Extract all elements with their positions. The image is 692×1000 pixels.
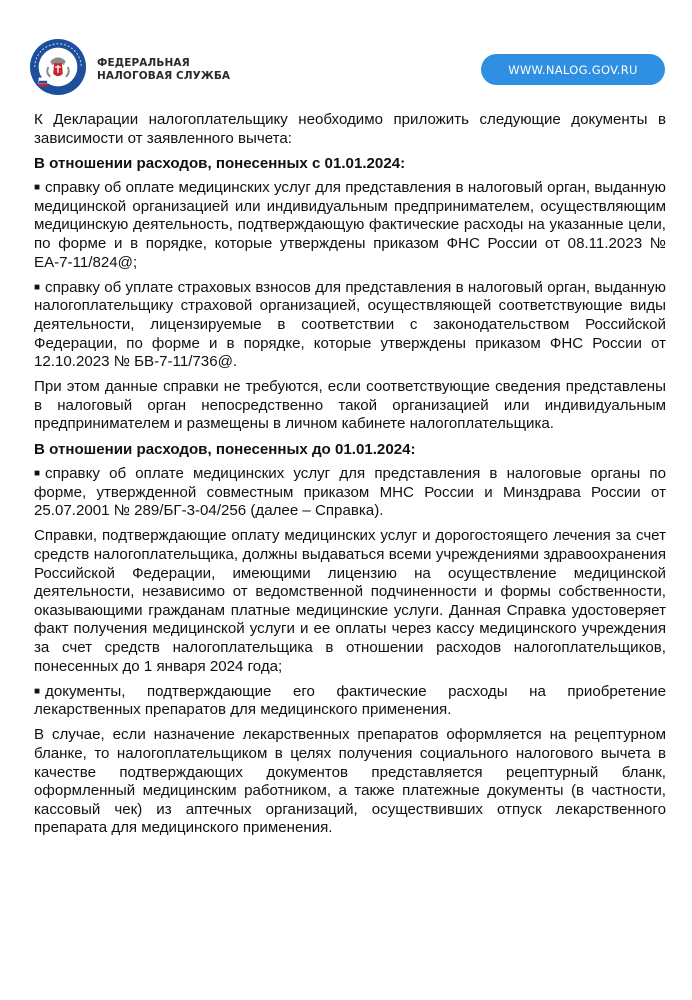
brand-line-2: НАЛОГОВАЯ СЛУЖБА: [97, 70, 231, 82]
intro-paragraph: К Декларации налогоплательщику необходимо приложить следующие документы в зависимости от заявленного вычета:: [34, 111, 666, 147]
brand-line-1: ФЕДЕРАЛЬНАЯ: [97, 57, 190, 69]
body-paragraph: Справки, подтверждающие оплату медицинских услуг и дорогостоящего лечения за счет средств налогоплательщика, должны выдаваться всеми учреждениями здравоохранения Российской Федерации, имеющими лицензию на осуществление медицинской деятельности, независимо от ведомственной подчиненности и формы собственности, оказывающими гражданам платные медицинские услуги. Данная Справка удостоверяет факт получения медицинской услуги и ее оплаты через кассу медицинского учреждения за счет средств налогоплательщика в отношении расходов налогоплательщиков, понесенных до 1 января 2024 года;: [34, 527, 666, 675]
list-item-text: справку об оплате медицинских услуг для представления в налоговый орган, выданную медицинской организацией или индивидуальным предпринимателем, осуществляющим медицинскую деятельность, подтверждающую фактические расходы на указанные цели, по форме и в порядке, которые утверждены приказом ФНС России от 08.11.2023 № ЕА-7-11/824@;: [34, 179, 666, 271]
fns-emblem-logo: [29, 38, 87, 96]
list-item: [34, 683, 666, 720]
brand-name: [97, 57, 230, 83]
list-item: [34, 465, 666, 521]
list-item: [34, 279, 666, 372]
list-item-text: документы, подтверждающие его фактические расходы на приобретение лекарственных препаратов для медицинского применения.: [34, 682, 666, 719]
page-header: [0, 0, 692, 105]
body-paragraph: В случае, если назначение лекарственных препаратов оформляется на рецептурном бланке, то налогоплательщиком в целях получения социального налогового вычета в качестве подтверждающих документов представляется рецептурный бланк, оформленный медицинским работником, а также платежные документы (в частности, кассовый чек) из аптечных организаций, осуществивших отпуск лекарственного препарата для медицинского применения.: [34, 726, 666, 837]
bullet-icon: ■: [34, 685, 41, 697]
list-item: [34, 179, 666, 272]
list-item-text: справку об уплате страховых взносов для представления в налоговый орган, выданную налогоплательщику страховой организацией, осуществляющей соответствующие виды деятельности, лицензируемые в соответствии с законодательством Российской Федерации, по форме и в порядке, которые утверждены приказом ФНС России от 12.10.2023 № БВ-7-11/736@.: [34, 278, 666, 371]
bullet-icon: ■: [34, 281, 41, 293]
bullet-icon: ■: [34, 468, 41, 480]
document-body: [34, 111, 666, 844]
section-heading-before-2024: В отношении расходов, понесенных до 01.01.2024:: [34, 440, 416, 458]
note-paragraph: При этом данные справки не требуются, если соответствующие сведения представлены в налоговый орган непосредственно такой организацией или индивидуальным предпринимателем и размещены в личном кабинете налогоплательщика.: [34, 378, 666, 433]
section-heading-after-2024: В отношении расходов, понесенных с 01.01.2024:: [34, 154, 406, 172]
website-link-button[interactable]: WWW.NALOG.GOV.RU: [481, 54, 665, 85]
list-item-text: справку об оплате медицинских услуг для представления в налоговые органы по форме, утвержденной совместным приказом МНС России и Минздрава России от 25.07.2001 № 289/БГ-3-04/256 (далее – Справка).: [34, 465, 666, 520]
bullet-icon: ■: [34, 182, 41, 194]
